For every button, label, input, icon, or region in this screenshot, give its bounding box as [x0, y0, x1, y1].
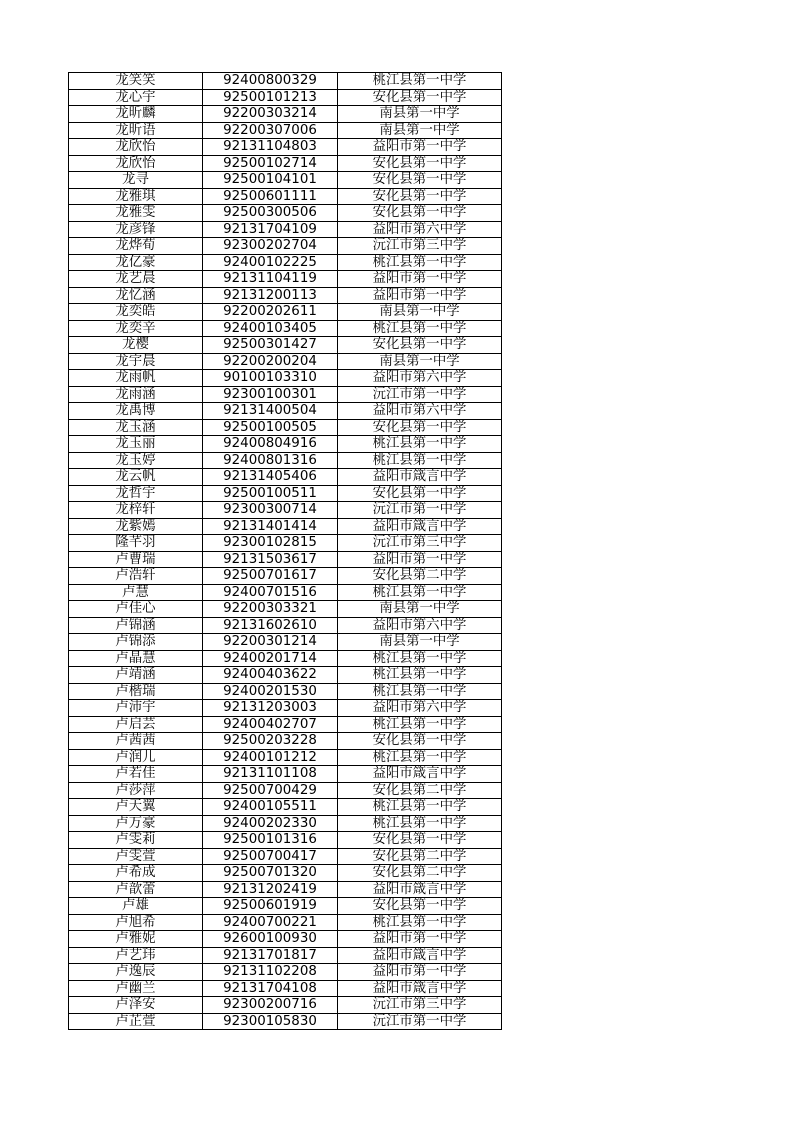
table-row — [69, 469, 502, 486]
school-cell: 益阳市箴言中学 — [338, 947, 502, 964]
table-row — [69, 964, 502, 981]
school-cell: 桃江县第一中学 — [338, 650, 502, 667]
exam-id-cell: 92131400504 — [203, 403, 338, 420]
student-name-cell: 龙哲宇 — [69, 485, 203, 502]
student-name-cell: 龙紫嫣 — [69, 518, 203, 535]
school-cell: 桃江县第一中学 — [338, 716, 502, 733]
student-name-cell: 龙雅雯 — [69, 205, 203, 222]
exam-id-cell: 92500203228 — [203, 733, 338, 750]
school-cell: 南县第一中学 — [338, 304, 502, 321]
table-row — [69, 914, 502, 931]
exam-id-cell: 92131200113 — [203, 287, 338, 304]
table-row — [69, 155, 502, 172]
exam-id-cell: 92200301214 — [203, 634, 338, 651]
table-row — [69, 617, 502, 634]
school-cell: 沅江市第一中学 — [338, 386, 502, 403]
school-cell: 安化县第二中学 — [338, 865, 502, 882]
table-row — [69, 370, 502, 387]
school-cell: 安化县第一中学 — [338, 205, 502, 222]
student-name-cell: 卢锦添 — [69, 634, 203, 651]
exam-id-cell: 92200303214 — [203, 106, 338, 123]
table-row — [69, 188, 502, 205]
student-name-cell: 龙欣怡 — [69, 155, 203, 172]
exam-id-cell: 92500102714 — [203, 155, 338, 172]
student-name-cell: 隆芊羽 — [69, 535, 203, 552]
student-name-cell: 龙烨荀 — [69, 238, 203, 255]
table-row — [69, 799, 502, 816]
school-cell: 桃江县第一中学 — [338, 815, 502, 832]
school-cell: 桃江县第一中学 — [338, 584, 502, 601]
school-cell: 安化县第一中学 — [338, 188, 502, 205]
exam-id-cell: 92131503617 — [203, 551, 338, 568]
student-name-cell: 龙玉婷 — [69, 452, 203, 469]
student-name-cell: 卢雄 — [69, 898, 203, 915]
school-cell: 桃江县第一中学 — [338, 667, 502, 684]
exam-id-cell: 92300202704 — [203, 238, 338, 255]
exam-id-cell: 92131704108 — [203, 980, 338, 997]
exam-id-cell: 92300300714 — [203, 502, 338, 519]
table-row — [69, 436, 502, 453]
school-cell: 安化县第一中学 — [338, 733, 502, 750]
school-cell: 桃江县第一中学 — [338, 914, 502, 931]
exam-id-cell: 92400402707 — [203, 716, 338, 733]
exam-id-cell: 92131401414 — [203, 518, 338, 535]
student-name-cell: 卢旭希 — [69, 914, 203, 931]
table-row — [69, 716, 502, 733]
student-name-cell: 龙雅琪 — [69, 188, 203, 205]
exam-id-cell: 92131701817 — [203, 947, 338, 964]
exam-id-cell: 92300100301 — [203, 386, 338, 403]
table-row — [69, 683, 502, 700]
student-name-cell: 龙昕语 — [69, 122, 203, 139]
exam-id-cell: 92500300506 — [203, 205, 338, 222]
exam-id-cell: 92300102815 — [203, 535, 338, 552]
exam-id-cell: 92500100505 — [203, 419, 338, 436]
student-name-cell: 卢幽兰 — [69, 980, 203, 997]
school-cell: 益阳市第六中学 — [338, 221, 502, 238]
table-row — [69, 584, 502, 601]
student-name-cell: 卢晶慧 — [69, 650, 203, 667]
table-row — [69, 601, 502, 618]
school-cell: 桃江县第一中学 — [338, 749, 502, 766]
table-row — [69, 733, 502, 750]
table-row — [69, 518, 502, 535]
school-cell: 沅江市第三中学 — [338, 238, 502, 255]
table-row — [69, 947, 502, 964]
school-cell: 安化县第一中学 — [338, 337, 502, 354]
student-name-cell: 卢佳心 — [69, 601, 203, 618]
school-cell: 安化县第一中学 — [338, 485, 502, 502]
school-cell: 益阳市箴言中学 — [338, 469, 502, 486]
student-name-cell: 龙云帆 — [69, 469, 203, 486]
exam-id-cell: 92200307006 — [203, 122, 338, 139]
student-name-cell: 龙玉涵 — [69, 419, 203, 436]
student-name-cell: 龙奕辛 — [69, 320, 203, 337]
student-name-cell: 卢雯萱 — [69, 848, 203, 865]
student-name-cell: 卢雅妮 — [69, 931, 203, 948]
exam-id-cell: 92500700429 — [203, 782, 338, 799]
student-name-cell: 卢沛宇 — [69, 700, 203, 717]
table-row — [69, 452, 502, 469]
exam-id-cell: 92131202419 — [203, 881, 338, 898]
table-row — [69, 568, 502, 585]
table-row — [69, 848, 502, 865]
student-name-cell: 卢靖涵 — [69, 667, 203, 684]
student-name-cell: 龙梓轩 — [69, 502, 203, 519]
table-row — [69, 650, 502, 667]
student-name-cell: 龙玉丽 — [69, 436, 203, 453]
exam-id-cell: 92400701516 — [203, 584, 338, 601]
table-row — [69, 997, 502, 1014]
school-cell: 南县第一中学 — [338, 601, 502, 618]
exam-id-cell: 92500700417 — [203, 848, 338, 865]
table-row — [69, 551, 502, 568]
exam-id-cell: 92400201714 — [203, 650, 338, 667]
exam-id-cell: 92400804916 — [203, 436, 338, 453]
student-name-cell: 龙笑笑 — [69, 73, 203, 90]
school-cell: 桃江县第一中学 — [338, 683, 502, 700]
exam-id-cell: 92500601919 — [203, 898, 338, 915]
exam-id-cell: 92131602610 — [203, 617, 338, 634]
school-cell: 益阳市第六中学 — [338, 403, 502, 420]
school-cell: 安化县第一中学 — [338, 155, 502, 172]
school-cell: 桃江县第一中学 — [338, 320, 502, 337]
school-cell: 益阳市第一中学 — [338, 271, 502, 288]
student-name-cell: 龙寻 — [69, 172, 203, 189]
school-cell: 安化县第一中学 — [338, 898, 502, 915]
school-cell: 益阳市第一中学 — [338, 551, 502, 568]
table-row — [69, 898, 502, 915]
table-row — [69, 815, 502, 832]
school-cell: 沅江市第一中学 — [338, 1013, 502, 1030]
student-name-cell: 卢启芸 — [69, 716, 203, 733]
table-row — [69, 931, 502, 948]
table-row — [69, 1013, 502, 1030]
table-row — [69, 106, 502, 123]
school-cell: 益阳市箴言中学 — [338, 518, 502, 535]
table-row — [69, 881, 502, 898]
exam-id-cell: 92300200716 — [203, 997, 338, 1014]
exam-id-cell: 92131203003 — [203, 700, 338, 717]
school-cell: 安化县第二中学 — [338, 568, 502, 585]
school-cell: 安化县第二中学 — [338, 848, 502, 865]
student-name-cell: 龙彦锋 — [69, 221, 203, 238]
student-name-cell: 卢浩轩 — [69, 568, 203, 585]
table-row — [69, 485, 502, 502]
student-name-cell: 卢若佳 — [69, 766, 203, 783]
table-row — [69, 221, 502, 238]
student-name-cell: 卢曹瑞 — [69, 551, 203, 568]
table-row — [69, 337, 502, 354]
table-row — [69, 254, 502, 271]
table-row — [69, 535, 502, 552]
exam-id-cell: 92300105830 — [203, 1013, 338, 1030]
exam-id-cell: 92400202330 — [203, 815, 338, 832]
school-cell: 益阳市第一中学 — [338, 139, 502, 156]
student-name-cell: 龙忆涵 — [69, 287, 203, 304]
student-name-cell: 卢希成 — [69, 865, 203, 882]
table-row — [69, 386, 502, 403]
table-row — [69, 403, 502, 420]
student-name-cell: 龙艺晨 — [69, 271, 203, 288]
table-row — [69, 667, 502, 684]
table-row — [69, 419, 502, 436]
student-name-cell: 龙禹博 — [69, 403, 203, 420]
table-row — [69, 980, 502, 997]
exam-id-cell: 92400105511 — [203, 799, 338, 816]
exam-id-cell: 92400102225 — [203, 254, 338, 271]
exam-id-cell: 92500101316 — [203, 832, 338, 849]
school-cell: 益阳市箴言中学 — [338, 881, 502, 898]
exam-id-cell: 92400101212 — [203, 749, 338, 766]
school-cell: 南县第一中学 — [338, 353, 502, 370]
school-cell: 桃江县第一中学 — [338, 73, 502, 90]
exam-id-cell: 92200200204 — [203, 353, 338, 370]
school-cell: 南县第一中学 — [338, 122, 502, 139]
school-cell: 益阳市第六中学 — [338, 370, 502, 387]
school-cell: 安化县第一中学 — [338, 832, 502, 849]
table-row — [69, 271, 502, 288]
exam-id-cell: 92131102208 — [203, 964, 338, 981]
school-cell: 益阳市第六中学 — [338, 700, 502, 717]
exam-id-cell: 92400800329 — [203, 73, 338, 90]
table-row — [69, 502, 502, 519]
student-name-cell: 龙宇晨 — [69, 353, 203, 370]
table-row — [69, 287, 502, 304]
school-cell: 安化县第一中学 — [338, 89, 502, 106]
school-cell: 南县第一中学 — [338, 634, 502, 651]
student-name-cell: 卢慧 — [69, 584, 203, 601]
exam-id-cell: 92600100930 — [203, 931, 338, 948]
table-row — [69, 73, 502, 90]
school-cell: 益阳市第一中学 — [338, 287, 502, 304]
student-name-cell: 卢逸辰 — [69, 964, 203, 981]
school-cell: 桃江县第一中学 — [338, 452, 502, 469]
exam-id-cell: 92131104803 — [203, 139, 338, 156]
table-row — [69, 172, 502, 189]
school-cell: 益阳市第一中学 — [338, 931, 502, 948]
exam-id-cell: 92131704109 — [203, 221, 338, 238]
exam-id-cell: 92131104119 — [203, 271, 338, 288]
school-cell: 沅江市第三中学 — [338, 535, 502, 552]
table-row — [69, 89, 502, 106]
table-row — [69, 205, 502, 222]
student-name-cell: 龙樱 — [69, 337, 203, 354]
table-row — [69, 320, 502, 337]
table-row — [69, 304, 502, 321]
student-name-cell: 卢芷萱 — [69, 1013, 203, 1030]
student-name-cell: 卢艺玮 — [69, 947, 203, 964]
exam-id-cell: 92131101108 — [203, 766, 338, 783]
school-cell: 安化县第一中学 — [338, 419, 502, 436]
student-name-cell: 卢莎萍 — [69, 782, 203, 799]
student-name-cell: 龙心宇 — [69, 89, 203, 106]
exam-id-cell: 92200303321 — [203, 601, 338, 618]
school-cell: 益阳市箴言中学 — [338, 766, 502, 783]
student-name-cell: 卢天翼 — [69, 799, 203, 816]
exam-id-cell: 92500104101 — [203, 172, 338, 189]
exam-id-cell: 92500701617 — [203, 568, 338, 585]
school-cell: 南县第一中学 — [338, 106, 502, 123]
school-cell: 安化县第一中学 — [338, 172, 502, 189]
student-name-cell: 龙昕麟 — [69, 106, 203, 123]
exam-id-cell: 92500301427 — [203, 337, 338, 354]
exam-id-cell: 92131405406 — [203, 469, 338, 486]
student-name-cell: 龙奕皓 — [69, 304, 203, 321]
table-row — [69, 700, 502, 717]
table-row — [69, 749, 502, 766]
table-row — [69, 865, 502, 882]
table-row — [69, 766, 502, 783]
school-cell: 桃江县第一中学 — [338, 254, 502, 271]
exam-id-cell: 92500701320 — [203, 865, 338, 882]
school-cell: 安化县第二中学 — [338, 782, 502, 799]
table-row — [69, 238, 502, 255]
student-name-cell: 卢楷瑞 — [69, 683, 203, 700]
exam-id-cell: 92400103405 — [203, 320, 338, 337]
school-cell: 益阳市箴言中学 — [338, 980, 502, 997]
table-row — [69, 122, 502, 139]
table-row — [69, 782, 502, 799]
student-name-cell: 卢雯莉 — [69, 832, 203, 849]
student-name-cell: 卢润儿 — [69, 749, 203, 766]
roster-body — [69, 73, 502, 1030]
school-cell: 桃江县第一中学 — [338, 799, 502, 816]
student-name-cell: 卢万豪 — [69, 815, 203, 832]
student-name-cell: 卢锦涵 — [69, 617, 203, 634]
student-name-cell: 卢歆蕾 — [69, 881, 203, 898]
exam-id-cell: 92400801316 — [203, 452, 338, 469]
exam-id-cell: 92400201530 — [203, 683, 338, 700]
school-cell: 沅江市第一中学 — [338, 502, 502, 519]
exam-id-cell: 90100103310 — [203, 370, 338, 387]
student-name-cell: 龙亿豪 — [69, 254, 203, 271]
table-row — [69, 832, 502, 849]
school-cell: 沅江市第三中学 — [338, 997, 502, 1014]
student-name-cell: 龙雨涵 — [69, 386, 203, 403]
exam-id-cell: 92400700221 — [203, 914, 338, 931]
table-row — [69, 634, 502, 651]
exam-id-cell: 92200202611 — [203, 304, 338, 321]
school-cell: 益阳市第一中学 — [338, 964, 502, 981]
exam-id-cell: 92500101213 — [203, 89, 338, 106]
student-name-cell: 龙雨帆 — [69, 370, 203, 387]
exam-id-cell: 92400403622 — [203, 667, 338, 684]
table-row — [69, 139, 502, 156]
exam-id-cell: 92500601111 — [203, 188, 338, 205]
student-name-cell: 龙欣怡 — [69, 139, 203, 156]
student-roster-table — [68, 72, 502, 1030]
student-name-cell: 卢泽安 — [69, 997, 203, 1014]
student-name-cell: 卢茜茜 — [69, 733, 203, 750]
school-cell: 益阳市第六中学 — [338, 617, 502, 634]
exam-id-cell: 92500100511 — [203, 485, 338, 502]
table-row — [69, 353, 502, 370]
school-cell: 桃江县第一中学 — [338, 436, 502, 453]
